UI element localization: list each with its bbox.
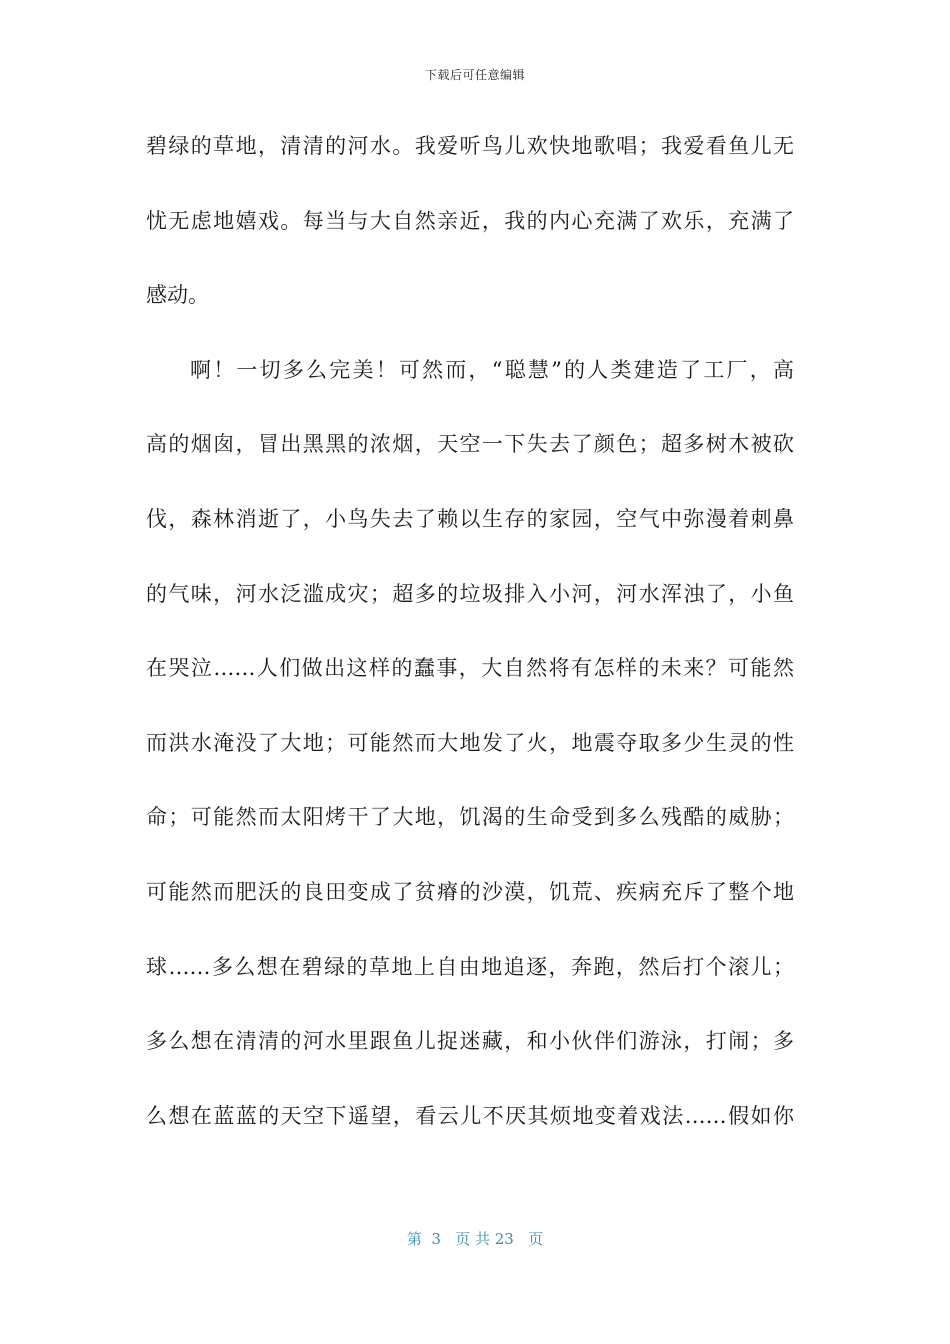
- text-line: 多么想在清清的河水里跟鱼儿捉迷藏，和小伙伴们游泳，打闹；多: [146, 1029, 794, 1054]
- page-header: 下载后可任意编辑: [424, 68, 525, 82]
- page-number-footer: 第 3 页 共 23 页: [406, 1230, 544, 1248]
- text-line: 伐，森林消逝了，小鸟失去了赖以生存的家园，空气中弥漫着刺鼻: [146, 506, 794, 531]
- text-line: 的气味，河水泛滥成灾；超多的垃圾排入小河，河水浑浊了，小鱼: [146, 581, 794, 606]
- text-line: 球……多么想在碧绿的草地上自由地追逐，奔跑，然后打个滚儿；: [146, 954, 794, 979]
- body-text: [146, 126, 794, 1170]
- text-line: 啊！一切多么完美！可然而，“聪慧”的人类建造了工厂，高: [190, 357, 794, 382]
- text-line: 碧绿的草地，清清的河水。我爱听鸟儿欢快地歌唱；我爱看鱼儿无: [146, 134, 794, 158]
- text-line: 么想在蓝蓝的天空下遥望，看云儿不厌其烦地变着戏法……假如你: [146, 1103, 794, 1128]
- text-line: 命；可能然而太阳烤干了大地，饥渴的生命受到多么残酷的威胁；: [146, 805, 794, 830]
- text-line: 可能然而肥沃的良田变成了贫瘠的沙漠，饥荒、疾病充斥了整个地: [146, 879, 794, 904]
- text-line: 高的烟囱，冒出黑黑的浓烟，天空一下失去了颜色；超多树木被砍: [146, 432, 794, 457]
- text-line: 感动。: [146, 283, 209, 308]
- text-line: 而洪水淹没了大地；可能然而大地发了火，地震夺取多少生灵的性: [146, 730, 794, 755]
- text-line: 忧无虑地嬉戏。每当与大自然亲近，我的内心充满了欢乐，充满了: [146, 208, 794, 233]
- text-line: 在哭泣……人们做出这样的蠢事，大自然将有怎样的未来？可能然: [146, 656, 794, 681]
